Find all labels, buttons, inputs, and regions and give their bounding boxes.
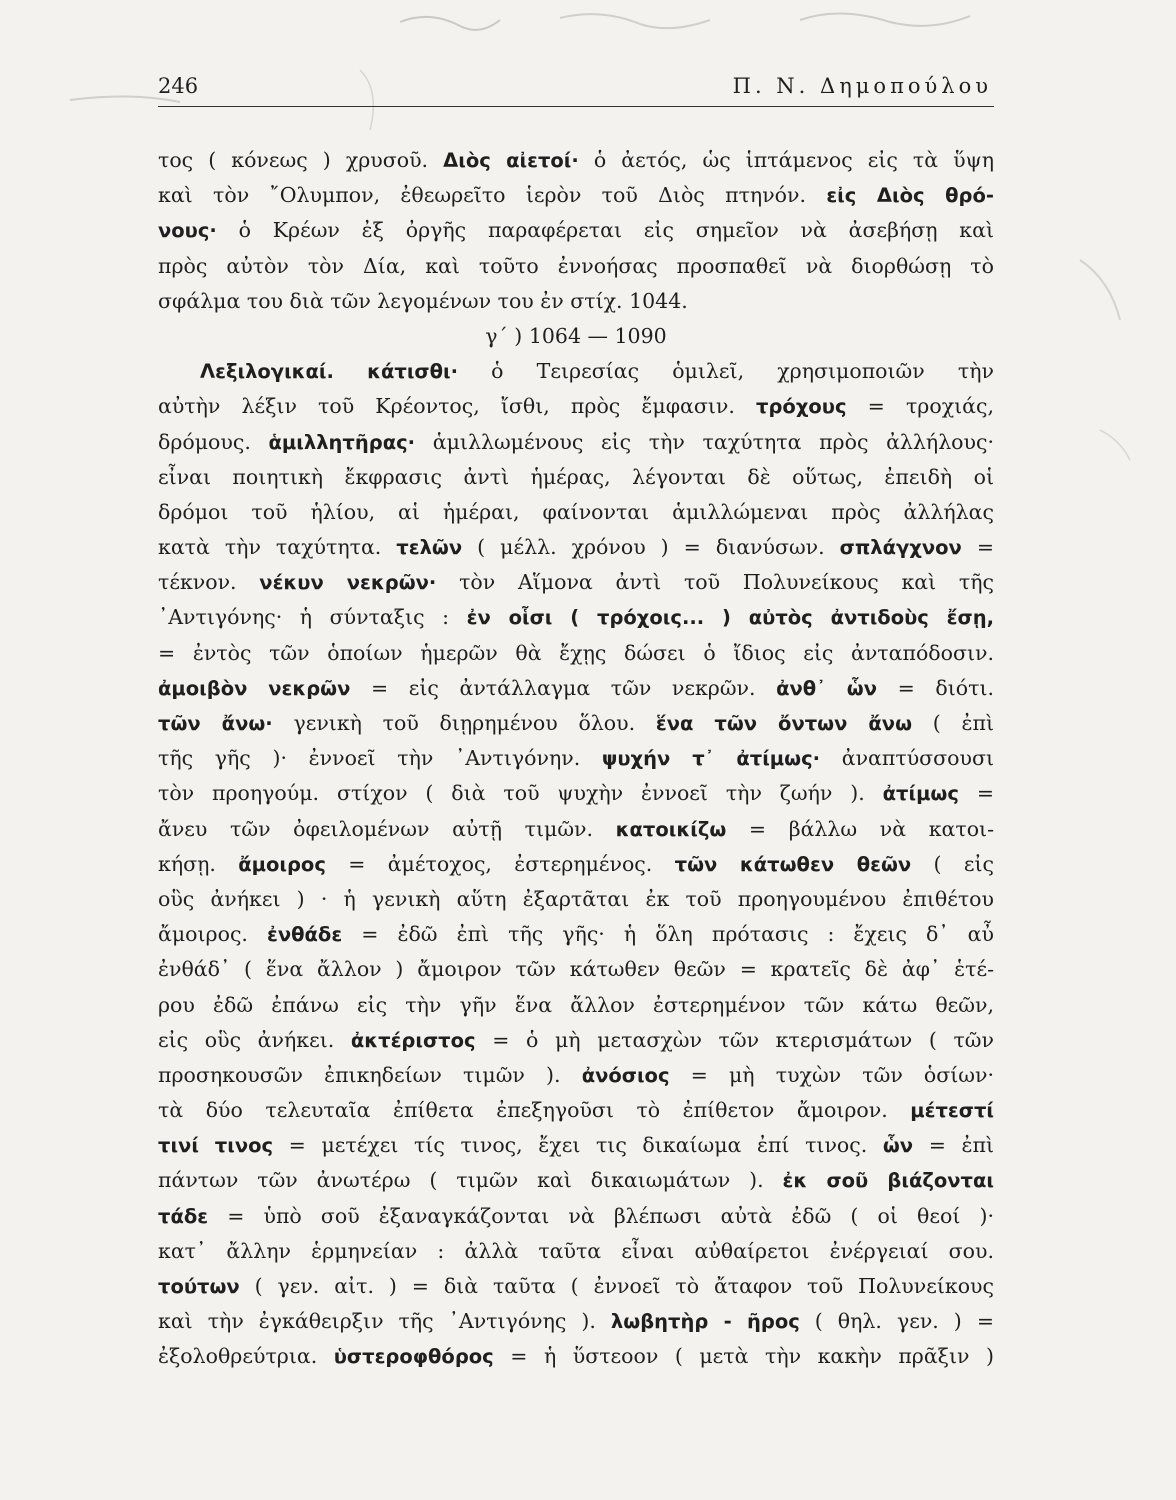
lemma-term: τῶν κάτωθεν θεῶν bbox=[674, 852, 912, 876]
lemma-term: τούτων bbox=[158, 1275, 240, 1298]
text-line bbox=[158, 460, 994, 495]
text-line bbox=[158, 319, 994, 354]
lemma-term: ἀμοιβὸν νεκρῶν bbox=[158, 676, 351, 700]
body-text bbox=[158, 143, 994, 1375]
text-line bbox=[158, 1093, 994, 1128]
lemma-term: ὑστεροφθόρος bbox=[333, 1345, 494, 1369]
text-run: ἄνευ τῶν ὀφειλομένων αὐτῇ τιμῶν. bbox=[158, 816, 616, 841]
text-line bbox=[158, 882, 994, 917]
lemma-term: κατοικίζω bbox=[615, 817, 727, 841]
text-run: τὸν Αἵμονα ἀντὶ τοῦ Πολυνείκους καὶ τῆς bbox=[436, 570, 994, 595]
text-line bbox=[158, 1269, 994, 1304]
text-line bbox=[158, 1058, 994, 1093]
text-line bbox=[158, 530, 994, 565]
text-line bbox=[158, 1163, 994, 1198]
text-line bbox=[158, 565, 994, 600]
lemma-term: ἐν οἷσι ( τρόχοις... ) αὐτὸς ἀντιδοὺς ἔσῃ, bbox=[466, 606, 994, 630]
lemma-term: εἰς Διὸς θρό- bbox=[826, 184, 994, 208]
text-run: = bbox=[961, 535, 994, 560]
text-line bbox=[158, 1128, 994, 1163]
lemma-term: λωβητὴρ - ῆρος bbox=[610, 1310, 800, 1334]
text-run: ἄμοιρος. bbox=[158, 922, 267, 947]
text-run: = ἐντὸς τῶν ὁποίων ἡμερῶν θὰ ἔχῃς δώσει ὁ ἴδιος εἰς ἀνταπόδοσιν. bbox=[158, 640, 994, 665]
text-line bbox=[158, 1339, 994, 1374]
text-run: ἀναπτύσσουσι bbox=[820, 746, 994, 771]
text-line bbox=[158, 776, 994, 811]
lemma-term: ἐκ σοῦ βιάζονται bbox=[782, 1169, 994, 1193]
running-head: Π. Ν. Δημοπούλου bbox=[732, 74, 992, 98]
page-number: 246 bbox=[158, 74, 199, 98]
text-line bbox=[158, 249, 994, 284]
text-run: = μὴ τυχὼν τῶν ὁσίων· bbox=[669, 1062, 994, 1087]
text-run: πρὸς αὐτὸν τὸν Δία, καὶ τοῦτο ἐννοήσας προσπαθεῖ νὰ διορθώσῃ τὸ bbox=[158, 253, 994, 278]
text-run: προσηκουσῶν ἐπικηδείων τιμῶν ). bbox=[158, 1062, 582, 1087]
lemma-term: ἀνθ᾿ ὧν bbox=[776, 676, 878, 700]
lemma-term: τῶν ἄνω· bbox=[158, 712, 273, 735]
lemma-term: νους· bbox=[158, 219, 217, 243]
text-run: γενικὴ τοῦ διῃρημένου ὅλου. bbox=[272, 711, 656, 735]
text-run: εἰς οὓς ἀνήκει. bbox=[158, 1027, 351, 1052]
text-line bbox=[158, 917, 994, 952]
text-run: ( θηλ. γεν. ) = bbox=[799, 1309, 994, 1334]
text-run bbox=[334, 359, 367, 383]
text-line bbox=[158, 1199, 994, 1234]
text-line bbox=[158, 847, 994, 882]
lemma-term: σπλάγχνον bbox=[839, 536, 962, 560]
text-line bbox=[158, 952, 994, 987]
text-run: ( ἐπὶ bbox=[912, 711, 994, 735]
lemma-term: ἄμοιρος bbox=[238, 852, 326, 876]
text-run: ᾿Αντιγόνης· ἡ σύνταξις : bbox=[158, 605, 467, 630]
text-run: = ἐδῶ ἐπὶ τῆς γῆς· ἡ ὅλη πρότασις : ἔχεις δ᾿ αὖ bbox=[342, 922, 994, 947]
text-line bbox=[158, 671, 994, 706]
text-line bbox=[158, 1023, 994, 1058]
lemma-term: ἀτίμως bbox=[882, 782, 959, 806]
lemma-term: ἕνα τῶν ὄντων ἄνω bbox=[655, 712, 913, 735]
lemma-term: ὧν bbox=[882, 1134, 914, 1158]
text-run: πάντων τῶν ἀνωτέρω ( τιμῶν καὶ δικαιωμάτων ). bbox=[158, 1168, 783, 1193]
text-line bbox=[158, 178, 994, 213]
text-line bbox=[158, 741, 994, 776]
lemma-term: τινί τινος bbox=[158, 1134, 274, 1158]
lemma-term: νέκυν νεκρῶν· bbox=[259, 571, 437, 595]
text-run: ( μέλλ. χρόνου ) = διανύσων. bbox=[462, 535, 840, 560]
text-line bbox=[158, 600, 994, 635]
text-line bbox=[158, 1304, 994, 1339]
text-line bbox=[158, 389, 994, 424]
text-run: τὸν προηγούμ. στίχον ( διὰ τοῦ ψυχὴν ἐννοεῖ τὴν ζωήν ). bbox=[158, 781, 883, 806]
text-line bbox=[158, 636, 994, 671]
text-run: ρου ἐδῶ ἐπάνω εἰς τὴν γῆν ἕνα ἄλλον ἐστερημένον τῶν κάτω θεῶν, bbox=[158, 992, 994, 1017]
text-run: τος ( κόνεως ) χρυσοῦ. bbox=[158, 148, 444, 172]
text-run: οὓς ἀνήκει ) · ἡ γενικὴ αὕτη ἐξαρτᾶται ἐκ τοῦ προηγουμένου ἐπιθέτου bbox=[158, 886, 994, 911]
text-run: = ἡ ὕστεοον ( μετὰ τὴν κακὴν πρᾶξιν ) bbox=[493, 1344, 994, 1369]
text-line bbox=[158, 284, 994, 319]
text-run: = bbox=[958, 781, 994, 806]
text-line bbox=[158, 213, 994, 248]
text-run: καὶ τὸν ῎Ολυμπον, ἐθεωρεῖτο ἱερὸν τοῦ Διὸς πτηνόν. bbox=[158, 183, 827, 208]
text-run: αὐτὴν λέξιν τοῦ Κρέοντος, ἴσθι, πρὸς ἔμφασιν. bbox=[158, 394, 757, 419]
text-run: = ὑπὸ σοῦ ἐξαναγκάζονται νὰ βλέπωσι αὐτὰ ἐδῶ ( οἱ θεοί )· bbox=[208, 1203, 994, 1228]
text-line bbox=[158, 425, 994, 460]
text-run: = βάλλω νὰ κατοι- bbox=[726, 816, 994, 841]
lemma-term: ἐνθάδε bbox=[267, 923, 343, 947]
lemma-term: μέτεστί bbox=[910, 1099, 994, 1123]
text-run: δρόμοι τοῦ ἡλίου, αἱ ἡμέραι, φαίνονται ἁμιλλώμεναι πρὸς ἀλλήλας bbox=[158, 499, 994, 524]
text-run: = εἰς ἀντάλλαγμα τῶν νεκρῶν. bbox=[350, 675, 777, 700]
text-line bbox=[158, 354, 994, 389]
lemma-term: τάδε bbox=[158, 1204, 209, 1228]
text-line bbox=[158, 495, 994, 530]
text-run: τέκνον. bbox=[158, 570, 260, 595]
page-header bbox=[158, 70, 994, 107]
text-run: ὁ Κρέων ἐξ ὀργῆς παραφέρεται εἰς σημεῖον νὰ ἀσεβήσῃ καὶ bbox=[216, 218, 994, 243]
text-line bbox=[158, 1234, 994, 1269]
text-run: εἶναι ποιητικὴ ἔκφρασις ἀντὶ ἡμέρας, λέγονται δὲ οὕτως, ἐπειδὴ οἱ bbox=[158, 464, 994, 489]
lemma-term: τρόχους bbox=[756, 395, 847, 419]
text-run: ὁ Τειρεσίας ὁμιλεῖ, χρησιμοποιῶν τὴν bbox=[458, 359, 994, 384]
lemma-term: ἀκτέριστος bbox=[350, 1028, 476, 1052]
text-run: τῆς γῆς )· ἐννοεῖ τὴν ᾿Αντιγόνην. bbox=[158, 746, 602, 771]
lemma-term: ἁμιλλητῆρας· bbox=[268, 430, 416, 454]
text-line bbox=[158, 706, 994, 741]
text-run: δρόμους. bbox=[158, 429, 269, 454]
text-run: ἐξολοθρεύτρια. bbox=[158, 1344, 334, 1369]
text-run: = τροχιάς, bbox=[846, 394, 994, 419]
lemma-term: τελῶν bbox=[396, 536, 463, 560]
lemma-term: Διὸς αἰετοί· bbox=[443, 149, 579, 172]
lemma-term: κάτισθι· bbox=[367, 360, 459, 384]
text-run: ἁμιλλωμένους εἰς τὴν ταχύτητα πρὸς ἀλλήλους· bbox=[415, 429, 994, 454]
text-run: = διότι. bbox=[877, 675, 994, 700]
text-line bbox=[158, 812, 994, 847]
text-run: γ΄ ) 1064 — 1090 bbox=[485, 323, 667, 348]
text-run: ( γεν. αἰτ. ) = διὰ ταῦτα ( ἐννοεῖ τὸ ἄταφον τοῦ Πολυνείκους bbox=[239, 1274, 994, 1298]
text-run: κατὰ τὴν ταχύτητα. bbox=[158, 535, 397, 560]
text-run: ἐνθάδ᾿ ( ἕνα ἄλλον ) ἄμοιρον τῶν κάτωθεν θεῶν = κρατεῖς δὲ ἀφ᾿ ἑτέ- bbox=[158, 957, 994, 982]
text-run: ὁ ἀετός, ὡς ἱπτάμενος εἰς τὰ ὕψη bbox=[578, 148, 994, 172]
text-run: ( εἰς bbox=[911, 851, 994, 876]
text-run: κήσῃ. bbox=[158, 851, 239, 876]
text-run: καὶ τὴν ἐγκάθειρξιν τῆς ᾿Αντιγόνης ). bbox=[158, 1309, 611, 1334]
text-line bbox=[158, 143, 994, 178]
lemma-term: Λεξιλογικαί. bbox=[200, 360, 334, 384]
text-run: = μετέχει τίς τινος, ἔχει τις δικαίωμα ἐπί τινος. bbox=[273, 1133, 883, 1158]
text-run: σφάλμα του διὰ τῶν λεγομένων του ἐν στίχ. 1044. bbox=[158, 288, 688, 313]
text-run: τὰ δύο τελευταῖα ἐπίθετα ἐπεξηγοῦσι τὸ ἐπίθετον ἄμοιρον. bbox=[158, 1098, 911, 1123]
lemma-term: ἀνόσιος bbox=[581, 1063, 670, 1087]
text-run: κατ᾿ ἄλλην ἑρμηνείαν : ἀλλὰ ταῦτα εἶναι αὐθαίρετοι ἐνέργειαί σου. bbox=[158, 1238, 994, 1263]
text-run: = ἐπὶ bbox=[913, 1133, 994, 1158]
text-run: = ὁ μὴ μετασχὼν τῶν κτερισμάτων ( τῶν bbox=[475, 1027, 994, 1052]
lemma-term: ψυχήν τ᾿ ἀτίμως· bbox=[601, 747, 821, 771]
text-run: = ἀμέτοχος, ἐστερημένος. bbox=[325, 851, 675, 876]
text-line bbox=[158, 988, 994, 1023]
